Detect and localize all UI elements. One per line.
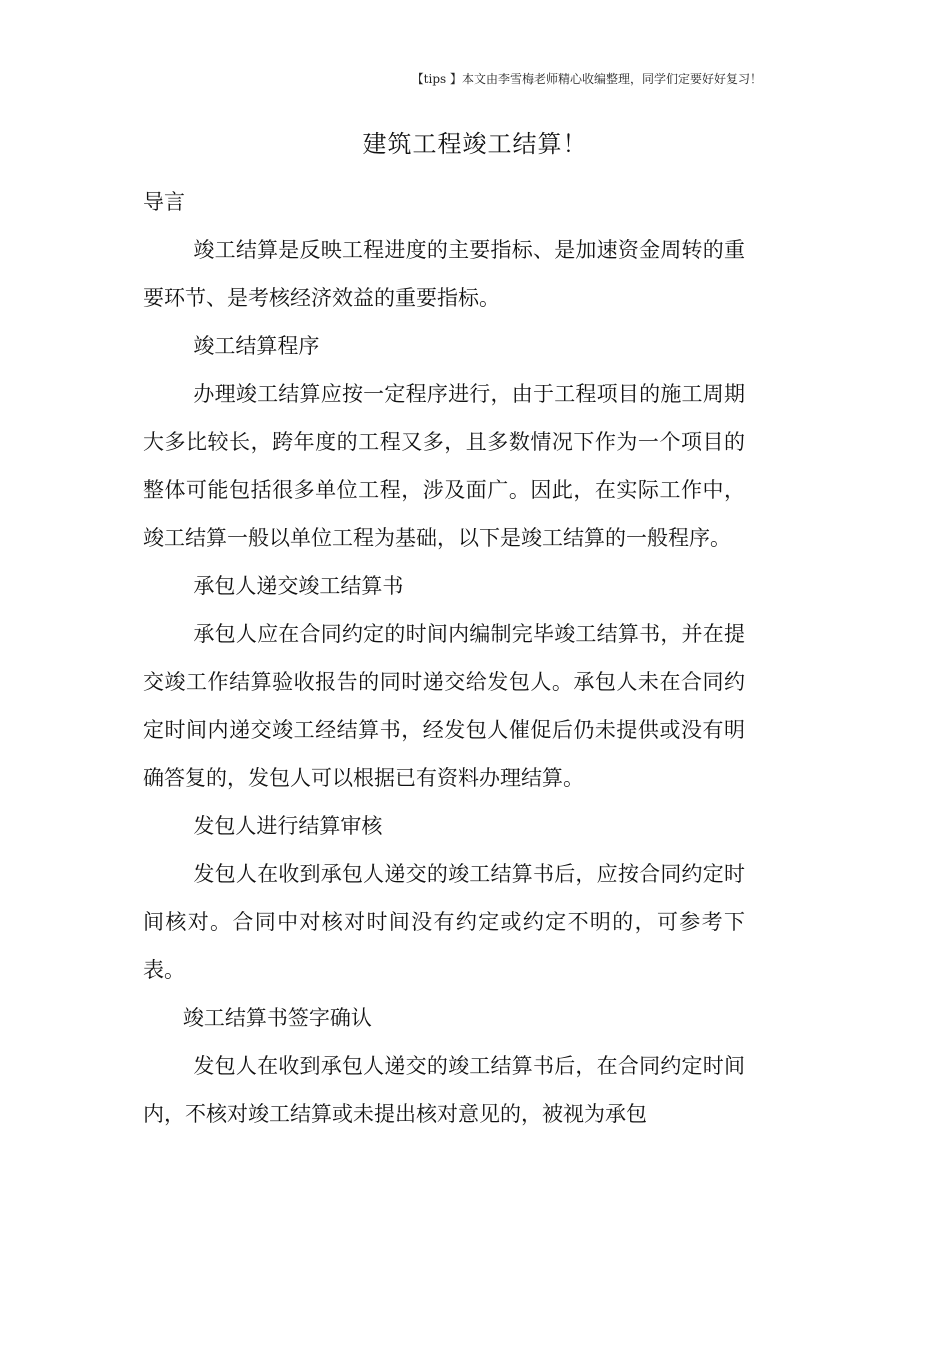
paragraph: 发包人在收到承包人递交的竣工结算书后，应按合同约定时间核对。合同中对核对时间没有约定或约定不明的，可参考下表。: [143, 862, 745, 982]
document-title: 建筑工程竣工结算！: [362, 130, 588, 158]
section-heading: 竣工结算程序: [193, 334, 320, 358]
section-heading: 承包人递交竣工结算书: [193, 574, 404, 598]
section-heading: 发包人进行结算审核: [193, 814, 383, 838]
header-tip: 【tips 】本文由李雪梅老师精心收编整理，同学们定要好好复习！: [411, 72, 762, 86]
paragraph: 发包人在收到承包人递交的竣工结算书后，在合同约定时间内，不核对竣工结算或未提出核对意见的，被视为承包: [143, 1054, 745, 1126]
paragraph: 承包人应在合同约定的时间内编制完毕竣工结算书，并在提交竣工作结算验收报告的同时递交给发包人。承包人未在合同约定时间内递交竣工经结算书，经发包人催促后仍未提供或没有明确答复的，发包人可以根据已有资料办理结算。: [143, 622, 745, 790]
section-heading: 竣工结算书签字确认: [182, 1006, 372, 1030]
intro-heading: 导言: [143, 190, 185, 214]
document-body: [143, 178, 745, 1138]
paragraph: 办理竣工结算应按一定程序进行，由于工程项目的施工周期大多比较长，跨年度的工程又多，且多数情况下作为一个项目的整体可能包括很多单位工程，涉及面广。因此，在实际工作中，竣工结算一般以单位工程为基础，以下是竣工结算的一般程序。: [143, 382, 745, 550]
paragraph: 竣工结算是反映工程进度的主要指标、是加速资金周转的重要环节、是考核经济效益的重要指标。: [143, 238, 745, 310]
